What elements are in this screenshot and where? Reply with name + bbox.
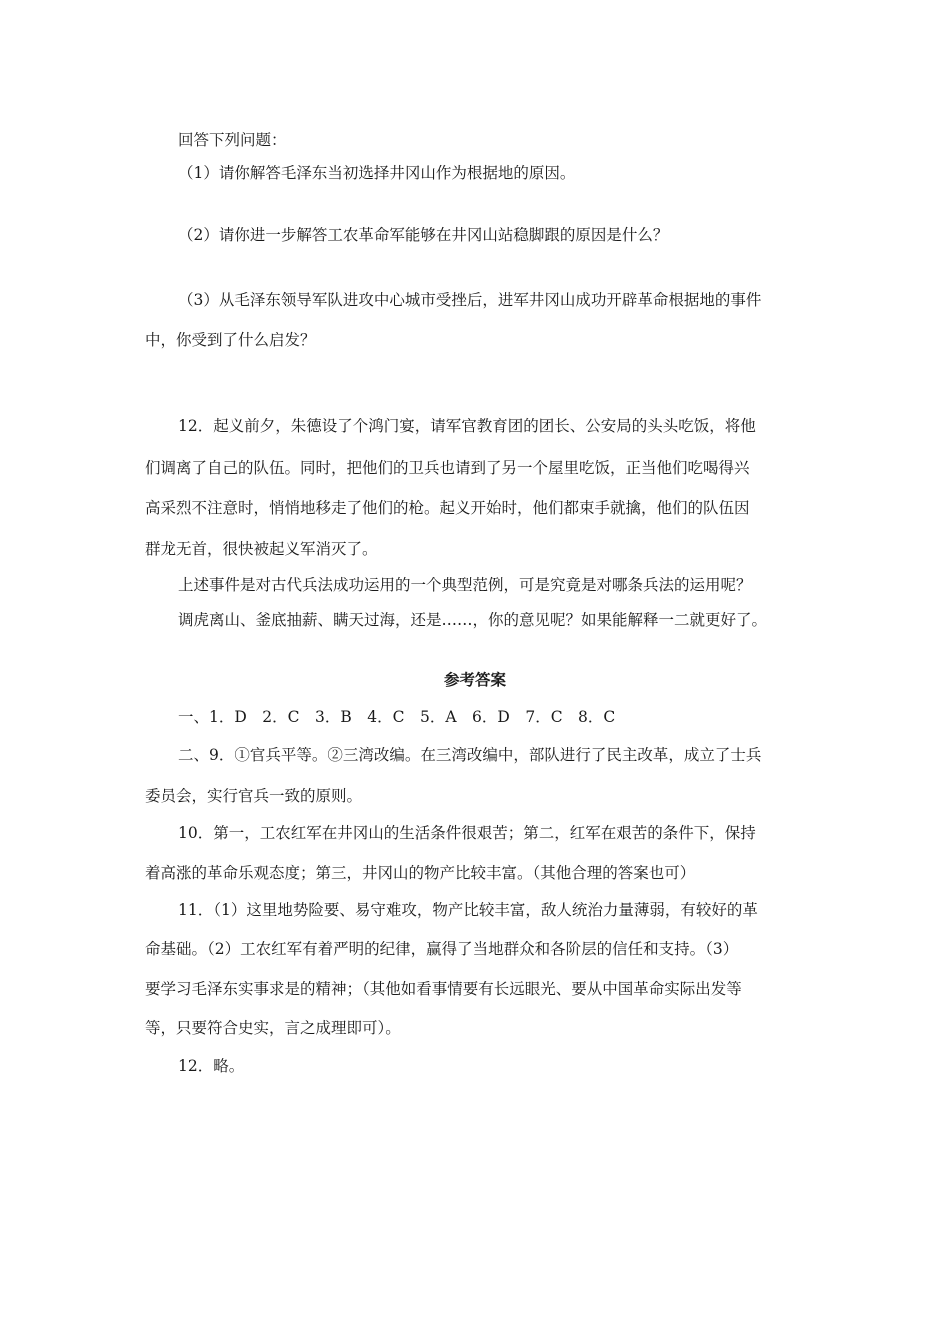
question-3-line-2: 中，你受到了什么启发？ (145, 331, 316, 349)
q12-line: 上述事件是对古代兵法成功运用的一个典型范例，可是究竟是对哪条兵法的运用呢？ (178, 576, 752, 594)
answer-line: 二、9．①官兵平等。②三湾改编。在三湾改编中，部队进行了民主改革，成立了士兵 (178, 746, 762, 764)
q12-line: 们调离了自己的队伍。同时，把他们的卫兵也请到了另一个屋里吃饭，正当他们吃喝得兴 (145, 459, 750, 477)
answer-line: 10．第一，工农红军在井冈山的生活条件很艰苦；第二，红军在艰苦的条件下，保持 (178, 824, 756, 842)
question-3-line-1: （3）从毛泽东领导军队进攻中心城市受挫后，进军井冈山成功开辟革命根据地的事件 (178, 291, 762, 309)
q12-line: 群龙无首，很快被起义军消灭了。 (145, 540, 378, 558)
answer-line: 12．略。 (178, 1057, 245, 1075)
answers-title: 参考答案 (443, 670, 506, 689)
answer-line: 命基础。（2）工农红军有着严明的纪律，赢得了当地群众和各阶层的信任和支持。（3） (145, 940, 739, 958)
answer-line: 一、1．D 2．C 3．B 4．C 5．A 6．D 7．C 8．C (178, 708, 616, 726)
q12-line: 高采烈不注意时，悄悄地移走了他们的枪。起义开始时，他们都束手就擒，他们的队伍因 (145, 499, 750, 517)
q12-line: 调虎离山、釜底抽薪、瞒天过海，还是……，你的意见呢？如果能解释一二就更好了。 (178, 611, 768, 629)
answer-line: 委员会，实行官兵一致的原则。 (145, 787, 363, 805)
q12-line: 12．起义前夕，朱德设了个鸿门宴，请军官教育团的团长、公安局的头头吃饭，将他 (178, 417, 756, 435)
answer-line: 着高涨的革命乐观态度；第三，井冈山的物产比较丰富。（其他合理的答案也可） (145, 864, 696, 882)
question-2: （2）请你进一步解答工农革命军能够在井冈山站稳脚跟的原因是什么？ (178, 226, 669, 244)
answer-line: 11．（1）这里地势险要、易守难攻，物产比较丰富，敌人统治力量薄弱，有较好的革 (178, 901, 758, 919)
answer-line: 要学习毛泽东实事求是的精神；（其他如看事情要有长远眼光、要从中国革命实际出发等 (145, 980, 742, 998)
answer-line: 等，只要符合史实，言之成理即可）。 (145, 1019, 401, 1037)
question-1: （1）请你解答毛泽东当初选择井冈山作为根据地的原因。 (178, 164, 576, 182)
questions-intro: 回答下列问题： (178, 131, 287, 149)
